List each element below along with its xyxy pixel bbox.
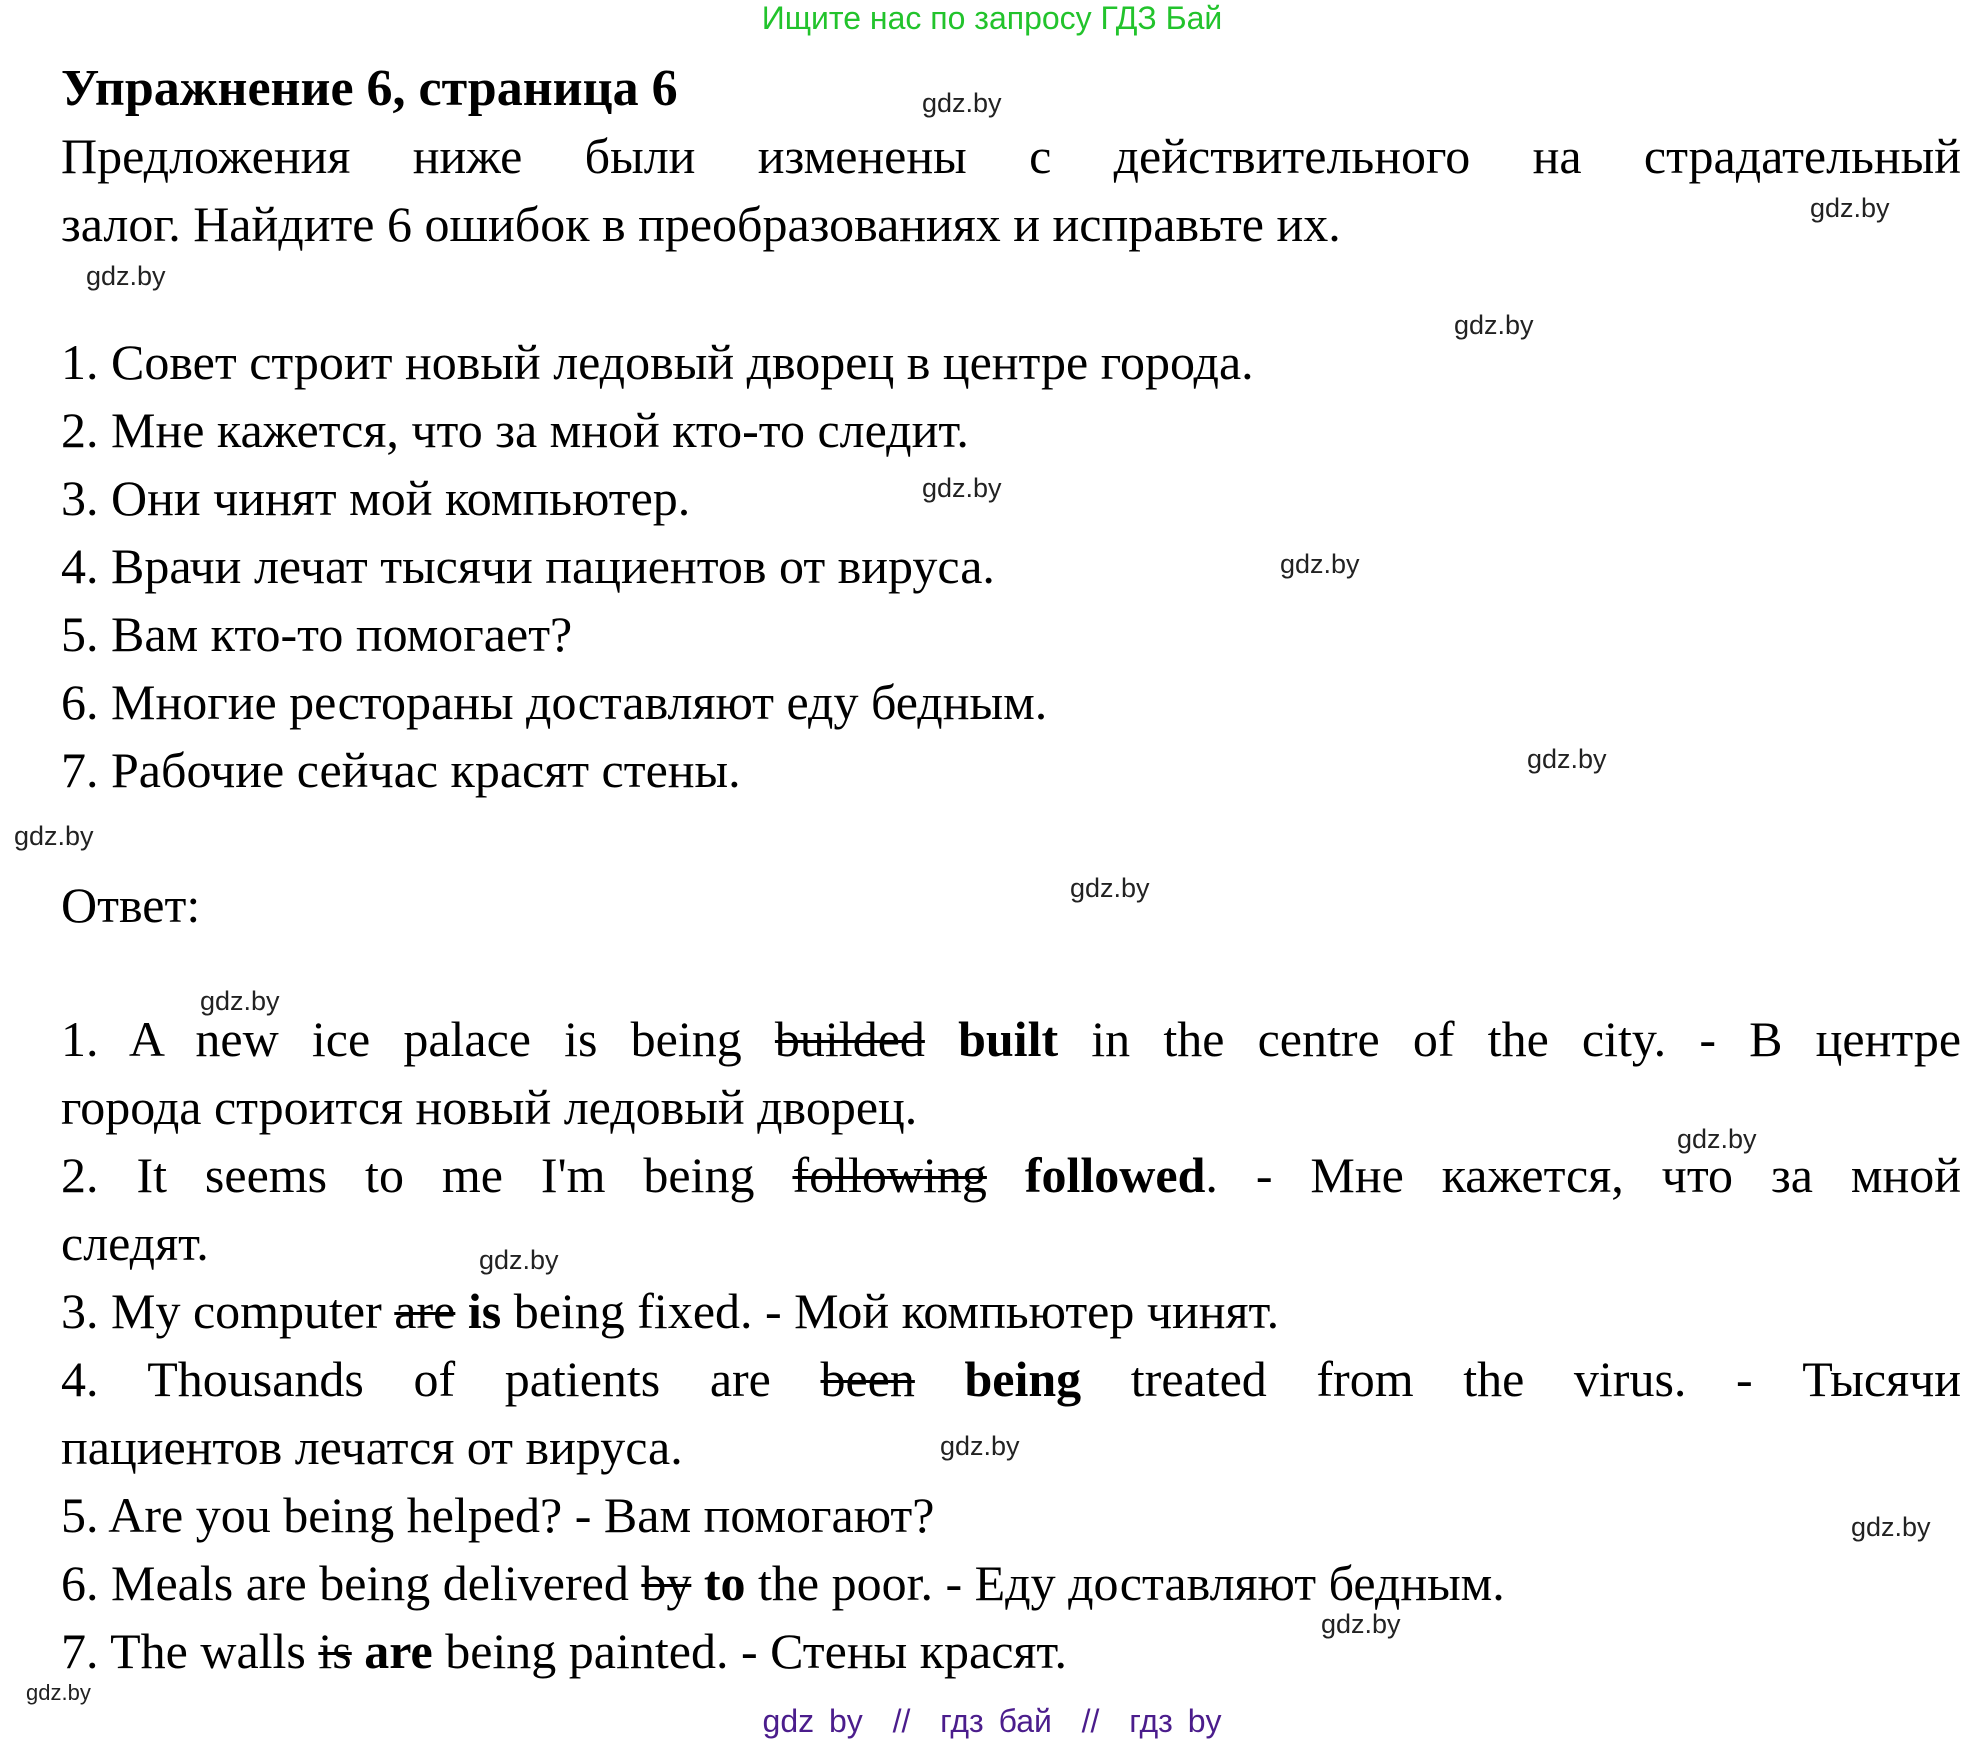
answer-text: being fixed. - Мой компьютер чинят. xyxy=(501,1283,1280,1339)
watermark: gdz.by xyxy=(1321,1609,1401,1639)
struck-word: by xyxy=(641,1555,692,1611)
answer-item: 5. Are you being helped? - Вам помогают? xyxy=(61,1487,935,1543)
answer-text: treated from the virus. - Тысячи xyxy=(1081,1351,1961,1407)
question-item: 3. Они чинят мой компьютер. xyxy=(61,470,691,526)
answer-text: being painted. - Стены красят. xyxy=(432,1623,1067,1679)
answer-line xyxy=(61,1345,1961,1413)
question-item: 4. Врачи лечат тысячи пациентов от вируса. xyxy=(61,538,995,594)
watermark: gdz.by xyxy=(1810,193,1890,223)
question-item: 6. Многие рестораны доставляют еду бедным. xyxy=(61,674,1048,730)
watermark: gdz.by xyxy=(1280,549,1360,579)
corrected-word: are xyxy=(364,1623,433,1679)
answer-item xyxy=(61,1277,1961,1345)
answer-line xyxy=(61,1141,1961,1209)
watermark: gdz.by xyxy=(1070,873,1150,903)
task-description xyxy=(61,122,1961,258)
struck-word: are xyxy=(394,1283,456,1339)
answer-text: 3. My computer xyxy=(61,1283,395,1339)
watermark: gdz.by xyxy=(26,1680,91,1705)
question-list xyxy=(61,328,1961,804)
watermark: gdz.by xyxy=(1677,1124,1757,1154)
answer-continuation: города строится новый ледовый дворец. xyxy=(61,1079,918,1135)
answer-text: 2. It seems to me I'm being xyxy=(61,1147,793,1203)
answer-text: the poor. - Еду доставляют бедным. xyxy=(745,1555,1505,1611)
exercise-title: Упражнение 6, страница 6 xyxy=(61,60,678,117)
question-item: 2. Мне кажется, что за мной кто-то следит. xyxy=(61,402,969,458)
answer-line xyxy=(61,1005,1961,1073)
answer-text: . - Мне кажется, что за мной xyxy=(1205,1147,1961,1203)
watermark: gdz.by xyxy=(1527,744,1607,774)
corrected-word: to xyxy=(703,1555,746,1611)
watermark: gdz.by xyxy=(1454,310,1534,340)
question-item: 5. Вам кто-то помогает? xyxy=(61,606,573,662)
answer-list xyxy=(61,1005,1961,1685)
task-line-2: залог. Найдите 6 ошибок в преобразованиях и исправьте их. xyxy=(61,196,1341,252)
watermark: gdz.by xyxy=(200,986,280,1016)
footer-links: gdz by // гдз бай // гдз by xyxy=(762,1703,1222,1739)
struck-word: been xyxy=(820,1351,915,1407)
answer-text: in the centre of the city. - В центре xyxy=(1058,1011,1962,1067)
answer-item xyxy=(61,1005,1961,1141)
task-line-1: Предложения ниже были изменены с действительного на страдательный xyxy=(61,128,1961,184)
answer-item xyxy=(61,1141,1961,1277)
watermark: gdz.by xyxy=(479,1245,559,1275)
answer-continuation: пациентов лечатся от вируса. xyxy=(61,1419,683,1475)
struck-word: builded xyxy=(774,1011,925,1067)
corrected-word: is xyxy=(467,1283,502,1339)
struck-word: is xyxy=(318,1623,352,1679)
search-banner: Ищите нас по запросу ГДЗ Бай xyxy=(761,0,1223,36)
answer-item xyxy=(61,1617,1961,1685)
corrected-word: being xyxy=(964,1351,1082,1407)
watermark: gdz.by xyxy=(86,261,166,291)
corrected-word: followed xyxy=(1024,1147,1206,1203)
answer-item xyxy=(61,1549,1961,1617)
watermark: gdz.by xyxy=(922,473,1002,503)
watermark: gdz.by xyxy=(922,88,1002,118)
watermark: gdz.by xyxy=(14,821,94,851)
watermark: gdz.by xyxy=(1851,1512,1931,1542)
answer-text: 7. The walls xyxy=(61,1623,319,1679)
answer-text: 6. Meals are being delivered xyxy=(61,1555,642,1611)
answer-text: 1. A new ice palace is being xyxy=(61,1011,775,1067)
corrected-word: built xyxy=(958,1011,1059,1067)
struck-word: following xyxy=(792,1147,987,1203)
watermark: gdz.by xyxy=(940,1431,1020,1461)
answer-continuation: следят. xyxy=(61,1215,209,1271)
question-item: 1. Совет строит новый ледовый дворец в центре города. xyxy=(61,334,1254,390)
answer-text: 4. Thousands of patients are xyxy=(61,1351,821,1407)
question-item: 7. Рабочие сейчас красят стены. xyxy=(61,742,741,798)
answer-label: Ответ: xyxy=(61,877,201,933)
